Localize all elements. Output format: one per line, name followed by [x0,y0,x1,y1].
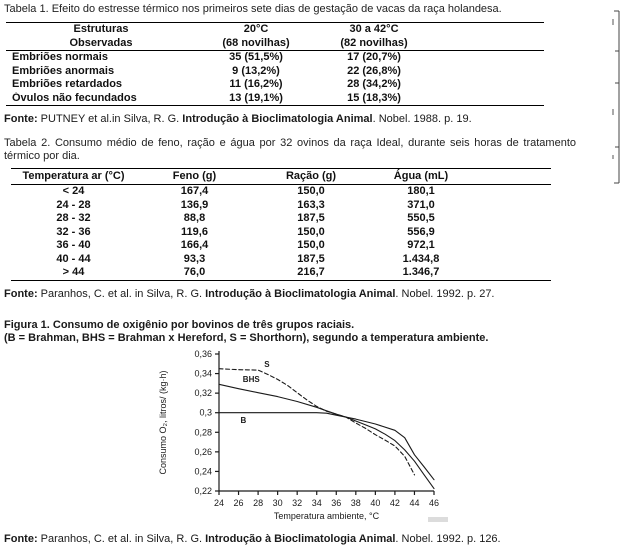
figure1-chart [152,347,492,532]
table-cell: 9 (13,2%) [232,64,280,77]
table-cell: 150,0 [297,185,325,197]
table-spacer-cell [473,185,551,199]
figure1-chart-area [152,347,492,532]
x-tick-label: 28 [253,497,264,508]
table-cell: 24 - 28 [56,198,91,211]
table-spacer-cell [432,78,544,92]
table-cell: 40 - 44 [56,252,91,265]
table-cell: 180,1 [407,185,435,197]
table-spacer-cell [473,212,551,226]
table-cell: 216,7 [297,266,325,278]
figure1-caption [4,319,622,345]
table-spacer-cell [473,253,551,267]
table-row [6,78,544,92]
table-cell: 187,5 [297,252,325,265]
table2-source [4,288,622,301]
table1-header-20c: 20°C (68 novilhas) [196,23,316,51]
source-authors: PUTNEY et al.in Silva, R. G. [37,113,183,125]
table-cell: Óvulos não fecundados [12,91,137,104]
x-tick-label: 40 [370,497,381,508]
figure1-source [4,533,622,546]
table-cell: 1.346,7 [402,266,440,278]
series-s-line [219,368,415,474]
table-cell: 166,4 [180,239,209,251]
table-cell: 13 (19,1%) [229,91,283,104]
source-tail: . Nobel. 1992. p. 27. [395,287,495,300]
table-cell: 11 (16,2%) [229,78,283,90]
table1-source [4,113,622,126]
page-edge-scan-artifact [609,9,621,189]
table-cell: < 24 [62,185,85,197]
table-cell: 550,5 [407,212,435,224]
table1-caption: Tabela 1. Efeito do estresse térmico nos primeiros sete dias de gestação de vacas da raça holandesa. [4,3,502,15]
table2-header-hay: Feno (g) [136,169,253,185]
table-row [11,199,551,213]
table-row [6,92,544,106]
source-tail: . Nobel. 1992. p. 126. [395,532,501,545]
table2 [11,168,551,281]
table2-caption: Tabela 2. Consumo médio de feno, ração e água por 32 ovinos da raça Ideal, durante seis horas de tratamento térmico por dia. [4,137,576,162]
table-spacer-cell [473,239,551,253]
x-tick-label: 30 [272,497,283,508]
x-tick-label: 26 [233,497,244,508]
table1 [6,22,544,106]
table-cell: 163,3 [297,198,325,211]
table-cell: 35 (51,5%) [229,51,283,63]
source-book-title: Introdução à Bioclimatologia Animal [205,287,396,300]
table-row [11,253,551,267]
series-bhs-label: BHS [242,374,260,384]
table-cell: 972,1 [407,239,435,251]
table-cell: 150,0 [297,239,325,251]
table2-header-temperature: Temperatura ar (°C) [11,169,136,185]
table-cell: Embriões retardados [12,78,123,90]
figure1-caption-line2: (B = Brahman, BHS = Brahman x Hereford, S = Shorthorn), segundo a temperatura ambiente. [4,331,489,344]
table-cell: Embriões normais [12,51,108,63]
table1-header-spacer [432,23,544,51]
figure1-caption-line1: Figura 1. Consumo de oxigênio por bovinos de três grupos raciais. [4,318,355,331]
scan-smudge [428,517,448,522]
table1-header-row [6,23,544,51]
table-row [11,212,551,226]
table-cell: Embriões anormais [12,64,115,77]
x-tick-label: 42 [389,497,400,508]
table-row [11,239,551,253]
x-axis-title: Temperatura ambiente, °C [273,510,380,521]
table-cell: 136,9 [180,198,209,211]
table-cell: 32 - 36 [56,225,91,238]
table1-header-30a42c: 30 a 42°C (82 novilhas) [316,23,432,51]
table-cell: 76,0 [183,266,206,278]
table-spacer-cell [432,92,544,106]
series-bhs-line [219,384,434,488]
x-tick-label: 46 [428,497,440,508]
source-label: Fonte: [4,532,38,545]
table-cell: 187,5 [297,212,325,224]
table-spacer-cell [432,65,544,79]
table-cell: 28 (34,2%) [347,78,401,90]
table-row [11,226,551,240]
table-cell: 28 - 32 [56,212,91,224]
table-cell: 1.434,8 [402,252,440,265]
table1-header-structures: Estruturas Observadas [6,23,196,51]
table2-header-feed: Ração (g) [253,169,369,185]
table-spacer-cell [473,226,551,240]
x-tick-label: 36 [331,497,342,508]
series-b-label: B [240,415,247,425]
table2-header-spacer [473,169,551,185]
table-spacer-cell [473,199,551,213]
table-spacer-cell [473,266,551,280]
source-label: Fonte: [4,287,38,300]
x-tick-label: 38 [350,497,361,508]
x-tick-label: 32 [292,497,303,508]
x-tick-label: 34 [311,497,322,508]
table-cell: 371,0 [407,198,435,211]
table2-header-row [11,169,551,185]
x-tick-label: 44 [409,497,420,508]
x-tick-label: 24 [213,497,225,508]
source-book-title: Introdução à Bioclimatologia Animal [182,113,373,125]
table-cell: 150,0 [297,225,325,238]
table-spacer-cell [432,51,544,65]
table-cell: 22 (26,8%) [347,64,401,77]
table-cell: 36 - 40 [56,239,91,251]
table-cell: > 44 [62,266,85,278]
source-authors: Paranhos, C. et al. in Silva, R. G. [37,532,206,545]
table-row [6,51,544,65]
table-row [6,65,544,79]
y-tick-label: 0,26 [194,446,212,457]
y-axis-title: Consumo O₂, litros/ (kg·h) [158,369,168,475]
source-authors: Paranhos, C. et al. in Silva, R. G. [37,287,206,300]
source-book-title: Introdução à Bioclimatologia Animal [205,532,396,545]
y-tick-label: 0,28 [194,426,212,437]
y-tick-label: 0,34 [194,368,212,379]
table-row [11,266,551,280]
table-cell: 556,9 [407,225,435,238]
table-cell: 167,4 [180,185,209,197]
table-row [11,185,551,199]
table-cell: 17 (20,7%) [347,51,401,63]
series-s-label: S [264,359,270,369]
source-tail: . Nobel. 1988. p. 19. [372,113,472,125]
y-tick-label: 0,24 [194,465,212,476]
series-b-line [219,412,434,479]
document-content [0,3,622,546]
table-cell: 15 (18,3%) [347,91,401,104]
source-label: Fonte: [4,113,38,125]
table-cell: 93,3 [183,252,206,265]
y-tick-label: 0,3 [199,407,212,418]
table-cell: 119,6 [181,225,208,238]
y-tick-label: 0,36 [194,348,212,359]
y-tick-label: 0,32 [194,387,212,398]
y-tick-label: 0,22 [194,485,212,496]
table2-header-water: Água (mL) [369,169,473,185]
table-cell: 88,8 [183,212,206,224]
document-page [0,3,622,552]
